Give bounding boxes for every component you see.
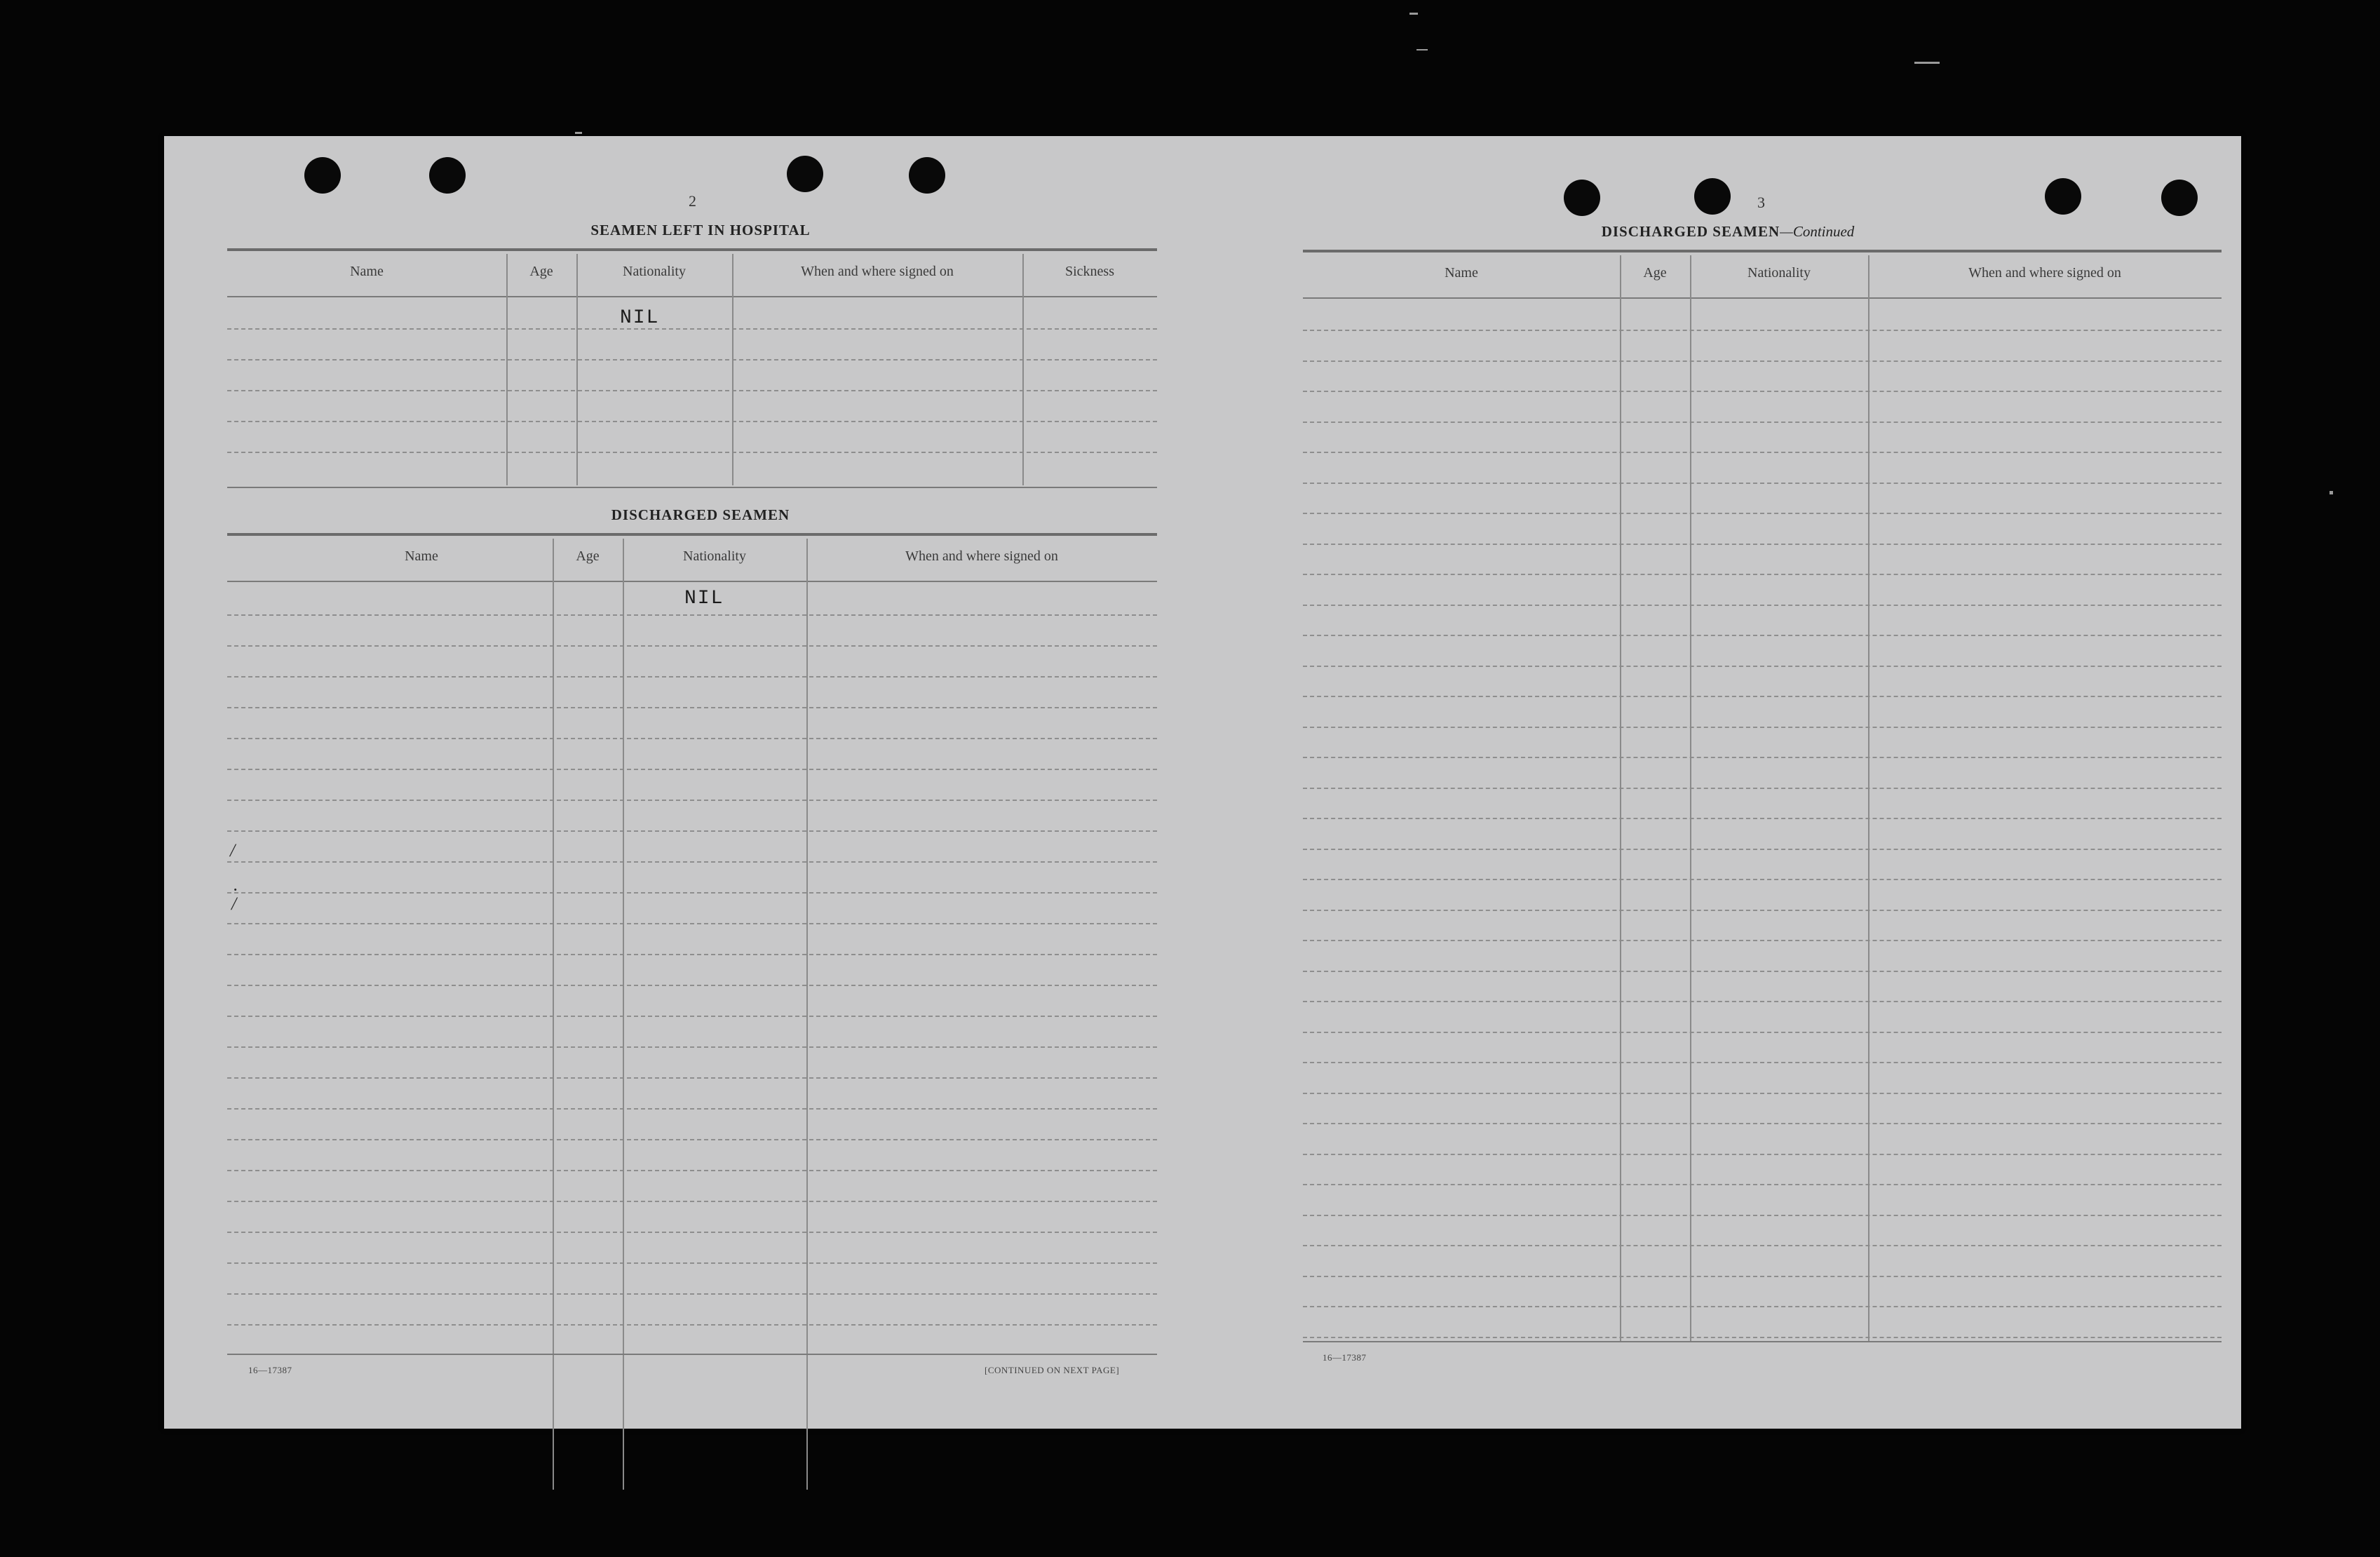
ruled-row-line <box>227 830 1157 832</box>
hospital-top-rule <box>227 248 1157 251</box>
discharged-continued-title-main: DISCHARGED SEAMEN <box>1601 223 1780 240</box>
ruled-row-line <box>227 923 1157 924</box>
hospital-col-age: Age <box>529 264 553 279</box>
ruled-row-line <box>1303 696 2222 697</box>
ruled-row-line <box>227 1201 1157 1202</box>
discharged-col-age: Age <box>576 548 600 564</box>
right-col-divider <box>1620 255 1621 1341</box>
ruled-row-line <box>227 645 1157 647</box>
ruled-row-line <box>1303 330 2222 331</box>
ruled-row-line <box>227 738 1157 739</box>
ruled-row-line <box>1303 513 2222 514</box>
ruled-row-line <box>227 1232 1157 1233</box>
punch-hole <box>787 156 823 192</box>
right-col-age: Age <box>1643 265 1667 281</box>
ruled-row-line <box>1303 483 2222 484</box>
hospital-col-signed-on: When and where signed on <box>801 264 954 279</box>
discharged-col-divider <box>806 539 808 1490</box>
punch-hole <box>2045 178 2081 215</box>
hospital-section-title: SEAMEN LEFT IN HOSPITAL <box>590 222 811 238</box>
discharged-col-divider <box>623 539 624 1490</box>
ruled-row-line <box>227 861 1157 863</box>
form-sheet <box>164 136 2241 1429</box>
ruled-row-line <box>1303 910 2222 911</box>
hospital-bottom-rule <box>227 487 1157 488</box>
ruled-row-line <box>1303 605 2222 606</box>
ruled-row-line <box>227 390 1157 391</box>
ruled-row-line <box>227 676 1157 678</box>
ruled-row-line <box>1303 1123 2222 1124</box>
footer-form-number-right: 16—17387 <box>1323 1352 1367 1363</box>
ruled-row-line <box>1303 544 2222 545</box>
discharged-col-nationality: Nationality <box>683 548 746 564</box>
discharged-col-signed-on: When and where signed on <box>905 548 1058 564</box>
right-col-signed-on: When and where signed on <box>1968 265 2121 281</box>
ruled-row-line <box>1303 574 2222 575</box>
hospital-col-divider <box>506 254 508 485</box>
ruled-row-line <box>227 1016 1157 1017</box>
scan-speck <box>2330 491 2333 494</box>
ruled-row-line <box>1303 1215 2222 1216</box>
ruled-row-line <box>227 892 1157 894</box>
right-col-name: Name <box>1445 265 1478 281</box>
punch-hole <box>2161 180 2198 216</box>
punch-hole <box>1694 178 1731 215</box>
ruled-row-line <box>227 800 1157 801</box>
ruled-row-line <box>227 1139 1157 1140</box>
ruled-row-line <box>1303 422 2222 423</box>
ruled-row-line <box>1303 1093 2222 1094</box>
page-number-right: 3 <box>1757 194 1765 211</box>
ruled-row-line <box>1303 452 2222 453</box>
ruled-row-line <box>1303 940 2222 941</box>
punch-hole <box>304 157 341 194</box>
punch-hole <box>909 157 945 194</box>
scan-speck <box>1416 49 1428 50</box>
right-col-nationality: Nationality <box>1747 265 1811 281</box>
ruled-row-line <box>1303 788 2222 789</box>
footer-form-number-left: 16—17387 <box>248 1365 292 1375</box>
discharged-bottom-rule <box>227 1354 1157 1355</box>
ruled-row-line <box>1303 727 2222 728</box>
hospital-col-nationality: Nationality <box>623 264 686 279</box>
ruled-row-line <box>1303 849 2222 850</box>
ruled-row-line <box>1303 1032 2222 1033</box>
ruled-row-line <box>227 1324 1157 1326</box>
ruled-row-line <box>1303 1154 2222 1155</box>
ruled-row-line <box>227 954 1157 955</box>
ruled-row-line <box>1303 666 2222 667</box>
ruled-row-line <box>227 1077 1157 1079</box>
scan-speck <box>575 132 582 134</box>
ruled-row-line <box>227 421 1157 422</box>
ruled-row-line <box>1303 1337 2222 1338</box>
right-col-divider <box>1690 255 1691 1341</box>
right-header-rule <box>1303 297 2222 299</box>
discharged-continued-title <box>1553 223 1903 241</box>
hospital-col-divider <box>1022 254 1024 485</box>
ruled-row-line <box>227 707 1157 708</box>
ruled-row-line <box>1303 360 2222 362</box>
right-bottom-rule <box>1303 1341 2222 1342</box>
ruled-row-line <box>227 328 1157 330</box>
right-col-divider <box>1868 255 1869 1341</box>
ruled-row-line <box>1303 879 2222 880</box>
discharged-continued-title-suffix: —Continued <box>1780 223 1855 240</box>
hospital-header-rule <box>227 296 1157 297</box>
ruled-row-line <box>227 1170 1157 1171</box>
ruled-row-line <box>1303 1276 2222 1277</box>
scan-speck <box>1914 62 1940 64</box>
ruled-row-line <box>227 1108 1157 1110</box>
ruled-row-line <box>1303 1245 2222 1246</box>
punch-hole <box>1564 180 1600 216</box>
ruled-row-line <box>1303 757 2222 758</box>
discharged-header-rule <box>227 581 1157 582</box>
discharged-section-title: DISCHARGED SEAMEN <box>611 506 790 523</box>
ruled-row-line <box>1303 971 2222 972</box>
discharged-top-rule <box>227 533 1157 536</box>
hospital-col-sickness: Sickness <box>1065 264 1114 279</box>
ruled-row-line <box>227 985 1157 986</box>
hospital-col-divider <box>732 254 733 485</box>
hospital-col-divider <box>576 254 578 485</box>
pencil-mark: / <box>231 894 237 914</box>
ruled-row-line <box>1303 1062 2222 1063</box>
right-top-rule <box>1303 250 2222 252</box>
footer-continued-note: [CONTINUED ON NEXT PAGE] <box>985 1365 1120 1375</box>
hospital-nil-entry: NIL <box>620 307 660 329</box>
discharged-col-divider <box>553 539 554 1490</box>
ruled-row-line <box>227 614 1157 616</box>
page-number-left: 2 <box>689 192 696 210</box>
hospital-col-name: Name <box>350 264 384 279</box>
ruled-row-line <box>1303 391 2222 392</box>
scan-speck <box>1409 13 1418 15</box>
ruled-row-line <box>1303 635 2222 636</box>
ruled-row-line <box>1303 818 2222 819</box>
ruled-row-line <box>227 452 1157 453</box>
pencil-mark: · <box>233 879 238 900</box>
pencil-mark: / <box>230 840 236 861</box>
ruled-row-line <box>227 769 1157 770</box>
ruled-row-line <box>1303 1184 2222 1185</box>
ruled-row-line <box>1303 1306 2222 1307</box>
ruled-row-line <box>227 1293 1157 1295</box>
ruled-row-line <box>227 1046 1157 1048</box>
discharged-nil-entry: NIL <box>684 588 724 609</box>
ruled-row-line <box>1303 1001 2222 1002</box>
ruled-row-line <box>227 359 1157 360</box>
ruled-row-line <box>227 1262 1157 1264</box>
discharged-col-name: Name <box>405 548 438 564</box>
punch-hole <box>429 157 466 194</box>
